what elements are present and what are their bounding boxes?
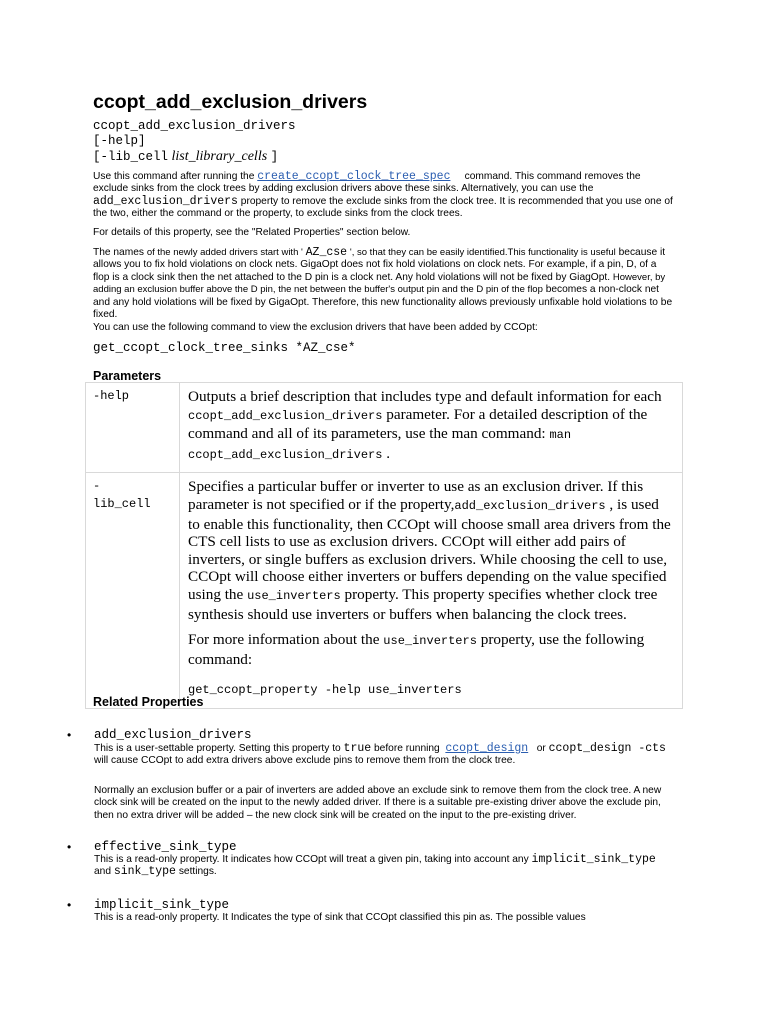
synopsis-help-option: [-help] xyxy=(93,134,146,148)
synopsis-libcell-open: [-lib_cell xyxy=(93,150,169,164)
names-text-1: The names xyxy=(93,247,144,258)
intro-text-2: command. This command removes the exclude sinks from the clock trees by adding exclusion drivers above these sinks. Alternatively, you can use the xyxy=(93,171,641,195)
prop2-text-1: This is a read-only property. It indicates how CCOpt will treat a given pin, taking into account any xyxy=(94,854,529,865)
create-ccopt-clock-tree-spec-link[interactable]: create_ccopt_clock_tree_spec xyxy=(257,170,451,183)
intro-text-1: Use this command after running the xyxy=(93,171,255,182)
param-libcell-code-3: use_inverters xyxy=(383,634,477,649)
table-row xyxy=(86,473,683,709)
param-help-code-1: ccopt_add_exclusion_drivers xyxy=(188,408,383,423)
table-row xyxy=(86,383,683,473)
param-desc-help xyxy=(180,383,683,473)
synopsis-libcell-argument: list_library_cells xyxy=(171,149,268,164)
param-libcell-code-2: use_inverters xyxy=(247,588,341,603)
names-text-5: However, by adding an exclusion buffer above the D pin, the net between the buffer's output pin and the D pin of the flop xyxy=(93,271,666,296)
param-name-help: -help xyxy=(86,383,180,473)
names-text-4: because it allows you to fix hold violations on clock nets. GigaOpt does not fix hold violations on clock nets. For example, if a pin, D, of a flop is a clock sink then the net attached to the D pin is a clock net. Any hold violations will not be fixed by GiagOpt. xyxy=(93,247,666,283)
synopsis-libcell-option xyxy=(93,149,278,165)
bullet-icon: • xyxy=(67,898,72,912)
prop-add-exclusion-drivers-note: Normally an exclusion buffer or a pair of inverters are added above an exclude sink to remove them from the clock tree. A new clock sink will be created on the input to the newly added driver. If there is a suitable pre-existing driver above the exclude pin, then no extra driver will be added – the new clock sink will be created on the input to the pre-existing driver. xyxy=(94,785,662,821)
names-text-6: becomes a non-clock net and any hold violations will be fixed by GigaOpt. Therefore, this new functionality allows previously unfixable hold violations to be fixed. xyxy=(93,284,673,321)
prop2-text-3: settings. xyxy=(178,866,217,878)
names-paragraph xyxy=(93,247,673,321)
names-text-3: ', so that they can be easily identified.This functionality is useful xyxy=(349,247,616,258)
page-title: ccopt_add_exclusion_drivers xyxy=(93,91,368,113)
intro-text-3: property to remove the exclude sinks from the clock tree. It is recommended that you use one of the two, either the command or the property, to exclude sinks from the clock trees. xyxy=(93,195,673,220)
param-libcell-text-1: Specifies a particular buffer or inverter to use as an exclusion driver. If this parameter is not specified or if the property, xyxy=(188,478,644,513)
param-libcell-word: lib_cell xyxy=(93,497,151,512)
prop1-code-2: ccopt_design -cts xyxy=(548,742,666,755)
prop1-text-2: before running xyxy=(374,743,440,754)
intro-code: add_exclusion_drivers xyxy=(93,194,238,208)
prop-effective-sink-type-desc xyxy=(94,854,674,879)
param-name-libcell xyxy=(86,473,180,709)
synopsis-libcell-close: ] xyxy=(270,150,279,164)
param-desc-libcell xyxy=(180,473,683,709)
param-libcell-text-4: For more information about the xyxy=(188,631,380,649)
synopsis-command: ccopt_add_exclusion_drivers xyxy=(93,119,296,133)
prop-add-exclusion-drivers-name: add_exclusion_drivers xyxy=(94,728,252,742)
ccopt-design-link[interactable]: ccopt_design xyxy=(445,742,529,755)
prop-implicit-sink-type-desc: This is a read-only property. It Indicates the type of sink that CCOpt classified this pin as. The possible values xyxy=(94,912,586,923)
prop2-code-2: sink_type xyxy=(113,865,176,879)
prop2-text-2: and xyxy=(94,866,111,878)
intro-paragraph xyxy=(93,171,673,221)
prop-effective-sink-type-name: effective_sink_type xyxy=(94,840,237,854)
prop1-text-1: This is a user-settable property. Setting this property to xyxy=(94,743,341,754)
prop1-code-1: true xyxy=(343,742,372,755)
param-libcell-text-3: property. This property specifies whether clock tree synthesis should use inverters or buffers when balancing the clock trees. xyxy=(188,585,658,623)
prop-implicit-sink-type-name: implicit_sink_type xyxy=(94,898,230,912)
param-libcell-dash: - xyxy=(93,479,101,494)
param-libcell-command: get_ccopt_property -help use_inverters xyxy=(188,683,462,698)
prop1-text-4: will cause CCOpt to add extra drivers above exclude pins to remove them from the clock tree. xyxy=(94,755,516,767)
parameters-heading: Parameters xyxy=(93,369,162,383)
prop1-text-3: or xyxy=(536,743,546,754)
bullet-icon: • xyxy=(67,728,72,742)
param-help-code-2: man ccopt_add_exclusion_drivers xyxy=(188,428,572,462)
view-instruction: You can use the following command to view the exclusion drivers that have been added by CCOpt: xyxy=(93,322,538,333)
prop2-code-1: implicit_sink_type xyxy=(531,853,656,866)
param-help-text-2: parameter. For a detailed description of the command and all of its parameters, use the man command: xyxy=(188,405,648,443)
parameters-table xyxy=(85,382,683,709)
prop-add-exclusion-drivers-desc xyxy=(94,743,674,768)
param-help-text-3: . xyxy=(386,444,391,462)
details-note: For details of this property, see the "Related Properties" section below. xyxy=(93,227,411,238)
param-libcell-text-5: property, use the following command: xyxy=(188,631,645,668)
param-libcell-code-1: add_exclusion_drivers xyxy=(454,498,606,513)
param-help-text-1: Outputs a brief description that includes type and default information for each xyxy=(188,388,662,405)
names-code: AZ_cse xyxy=(305,246,348,259)
view-command: get_ccopt_clock_tree_sinks *AZ_cse* xyxy=(93,341,356,355)
related-properties-heading: Related Properties xyxy=(93,695,204,709)
names-text-2: of the newly added drivers start with ' xyxy=(146,247,303,258)
param-libcell-text-2: , is used to enable this functionality, then CCOpt will choose small area drivers from the CTS cell lists to use as exclusion drivers. CCOpt will either add pairs of inverters, or single buffers as exclusion drivers. While choosing the cell to use, CCOpt will choose either inverters or buffers depending on the value specified using the xyxy=(188,495,671,603)
bullet-icon: • xyxy=(67,840,72,854)
